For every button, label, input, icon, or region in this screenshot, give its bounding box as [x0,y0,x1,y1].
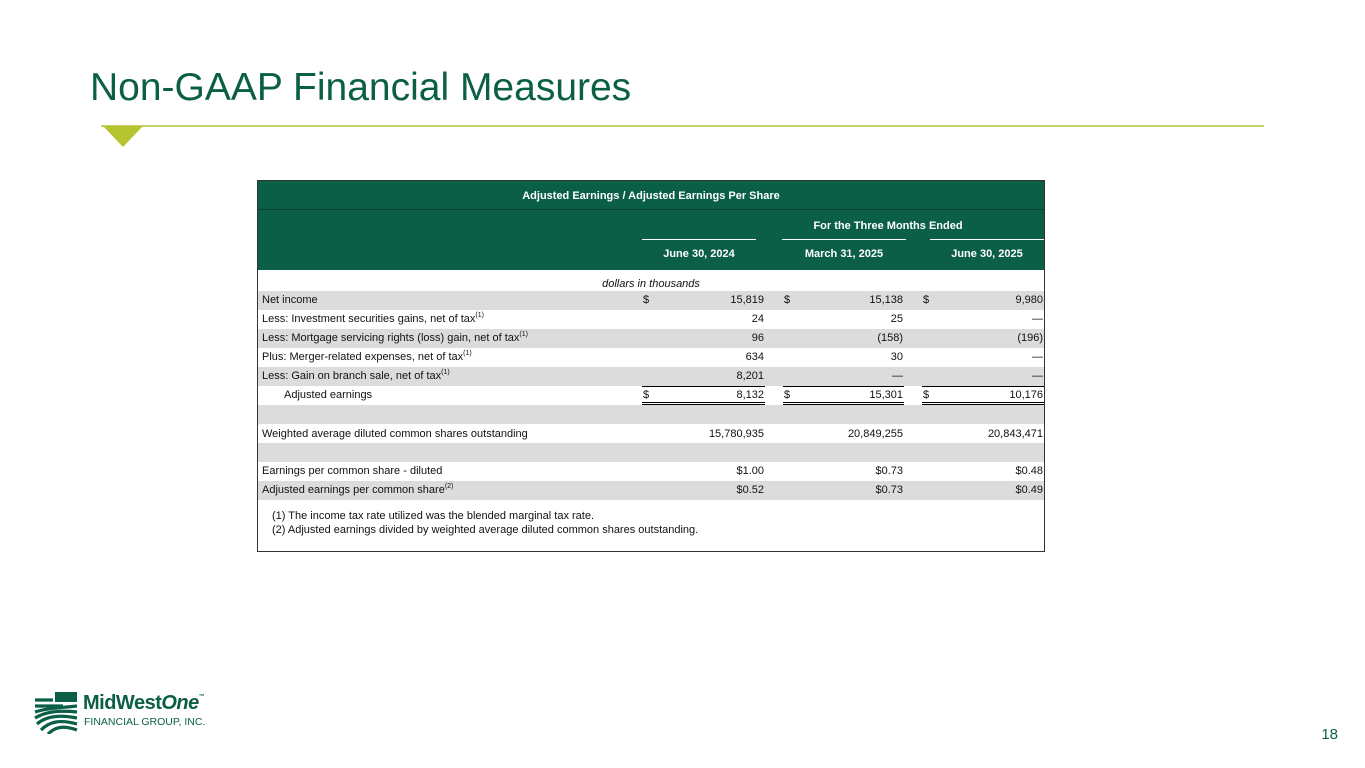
currency-symbol: $ [643,294,650,306]
row-label: Plus: Merger-related expenses, net of tax$^{(1)}$ [262,350,472,363]
cell-value: 96 [751,332,764,344]
cell-value: 8,132 [736,389,764,401]
cell-value: — [1032,313,1043,325]
cell-value: — [892,370,903,382]
row-label: Less: Mortgage servicing rights (loss) gain, net of tax$^{(1)}$ [262,331,528,344]
table-row [258,310,1044,329]
cell-value: $0.52 [736,484,764,496]
cell-value: (158) [877,332,903,344]
cell-value: $1.00 [736,465,764,477]
table-row [258,329,1044,348]
column-headers [258,240,1044,270]
spacer-row [258,443,1044,462]
cell-value: 30 [890,351,903,363]
period-header: For the Three Months Ended [813,220,963,232]
page-title: Non-GAAP Financial Measures [90,66,632,109]
row-label: Weighted average diluted common shares outstanding [262,428,528,440]
row-label: Adjusted earnings [284,389,373,401]
units-note: dollars in thousands [602,278,700,290]
currency-symbol: $ [784,389,791,401]
cell-value: 15,138 [869,294,903,306]
table-row [258,425,1044,444]
logo-subtitle: FINANCIAL GROUP, INC. [84,716,206,728]
footnote: (2) Adjusted earnings divided by weighted average diluted common shares outstanding. [272,524,699,536]
cell-value: 20,843,471 [987,428,1043,440]
period-header-band [258,209,1044,241]
chevron-down-icon [103,126,143,147]
cell-value: 10,176 [1009,389,1043,401]
cell-value: 20,849,255 [847,428,903,440]
title-divider [101,125,1264,127]
currency-symbol: $ [784,294,791,306]
cell-value: 15,780,935 [708,428,764,440]
column-header: June 30, 2025 [951,248,1023,260]
table-title: Adjusted Earnings / Adjusted Earnings Per Share [258,181,1044,209]
cell-value: 25 [890,313,903,325]
table-row [258,348,1044,367]
row-label: Net income [262,294,318,306]
row-label: Adjusted earnings per common share$^{(2)}$ [262,483,454,496]
footnote: (1) The income tax rate utilized was the blended marginal tax rate. [272,510,595,522]
table-row [258,481,1044,500]
cell-value: — [1032,370,1043,382]
table-row [258,462,1044,481]
adjusted-earnings-table [257,180,1045,552]
currency-symbol: $ [923,294,930,306]
cell-value: 9,980 [1015,294,1043,306]
logo-mark-icon [33,690,79,734]
column-header: June 30, 2024 [663,248,735,260]
company-logo [33,690,233,736]
table-row [258,367,1044,386]
cell-value: 634 [745,351,764,363]
cell-value: 15,301 [869,389,903,401]
row-label: Less: Gain on branch sale, net of tax$^{(1)}$ [262,369,450,382]
row-label: Earnings per common share - diluted [262,465,443,477]
spacer-row [258,405,1044,424]
page-number: 18 [1321,726,1338,743]
currency-symbol: $ [643,389,650,401]
cell-value: 15,819 [730,294,764,306]
cell-value: 8,201 [736,370,764,382]
column-header: March 31, 2025 [804,248,884,260]
cell-value: $0.73 [875,465,903,477]
cell-value: $0.73 [875,484,903,496]
cell-value: (196) [1017,332,1043,344]
cell-value: $0.49 [1015,484,1043,496]
table-row [258,291,1044,310]
cell-value: $0.48 [1015,465,1043,477]
logo-name: MidWestOne™ [83,692,205,714]
cell-value: — [1032,351,1043,363]
row-label: Less: Investment securities gains, net of tax$^{(1)}$ [262,312,484,325]
table-row [258,386,1044,405]
currency-symbol: $ [923,389,930,401]
cell-value: 24 [751,313,764,325]
